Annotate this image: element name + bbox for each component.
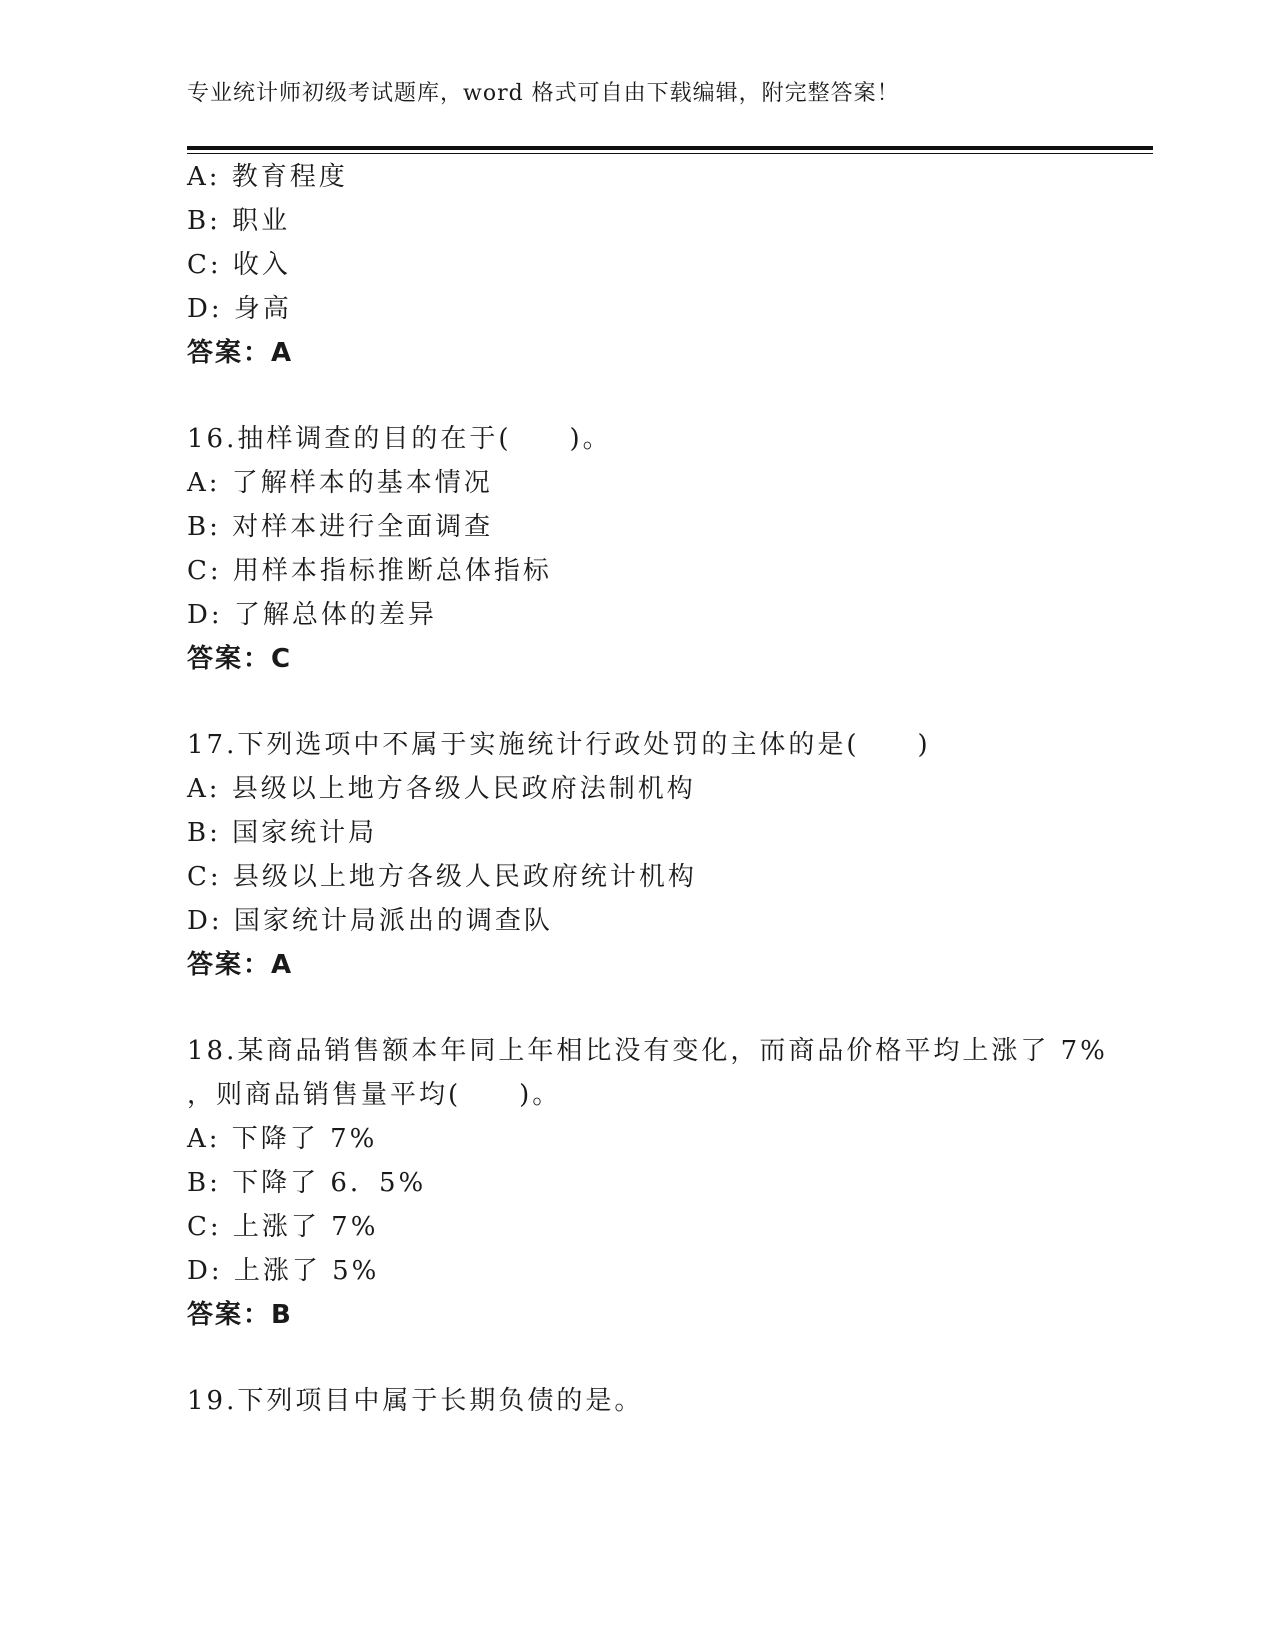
option-b: B: 国家统计局 bbox=[187, 818, 378, 848]
option-a: A: 教育程度 bbox=[187, 162, 348, 192]
answer: 答案：B bbox=[187, 1300, 293, 1330]
option-a: A: 了解样本的基本情况 bbox=[187, 468, 493, 498]
option-b: B: 对样本进行全面调查 bbox=[187, 512, 494, 542]
option-c: C: 收入 bbox=[187, 250, 291, 280]
answer: 答案：A bbox=[187, 950, 294, 980]
option-a: A: 县级以上地方各级人民政府法制机构 bbox=[187, 774, 696, 804]
answer: 答案：C bbox=[187, 644, 293, 674]
header-divider-thick bbox=[187, 146, 1153, 150]
option-d: D: 国家统计局派出的调查队 bbox=[187, 906, 553, 936]
option-c: C: 用样本指标推断总体指标 bbox=[187, 556, 552, 586]
option-c: C: 县级以上地方各级人民政府统计机构 bbox=[187, 862, 697, 892]
option-b: B: 职业 bbox=[187, 206, 291, 236]
answer: 答案：A bbox=[187, 338, 294, 368]
question-17-stem: 17.下列选项中不属于实施统计行政处罚的主体的是( ) bbox=[187, 730, 931, 760]
question-19-stem: 19.下列项目中属于长期负债的是。 bbox=[187, 1386, 644, 1416]
option-d: D: 了解总体的差异 bbox=[187, 600, 437, 630]
question-16-stem: 16.抽样调查的目的在于( )。 bbox=[187, 424, 612, 454]
question-18-stem: 18.某商品销售额本年同上年相比没有变化，而商品价格平均上涨了 7% bbox=[187, 1036, 1108, 1066]
option-b: B: 下降了 6．5% bbox=[187, 1168, 427, 1198]
option-c: C: 上涨了 7% bbox=[187, 1212, 379, 1242]
header-divider-thin bbox=[187, 153, 1153, 154]
document-header: 专业统计师初级考试题库，word 格式可自由下载编辑，附完整答案！ bbox=[187, 81, 900, 106]
option-d: D: 上涨了 5% bbox=[187, 1256, 380, 1286]
option-a: A: 下降了 7% bbox=[187, 1124, 378, 1154]
option-d: D: 身高 bbox=[187, 294, 292, 324]
question-18-stem-cont: ，则商品销售量平均( )。 bbox=[187, 1080, 562, 1110]
